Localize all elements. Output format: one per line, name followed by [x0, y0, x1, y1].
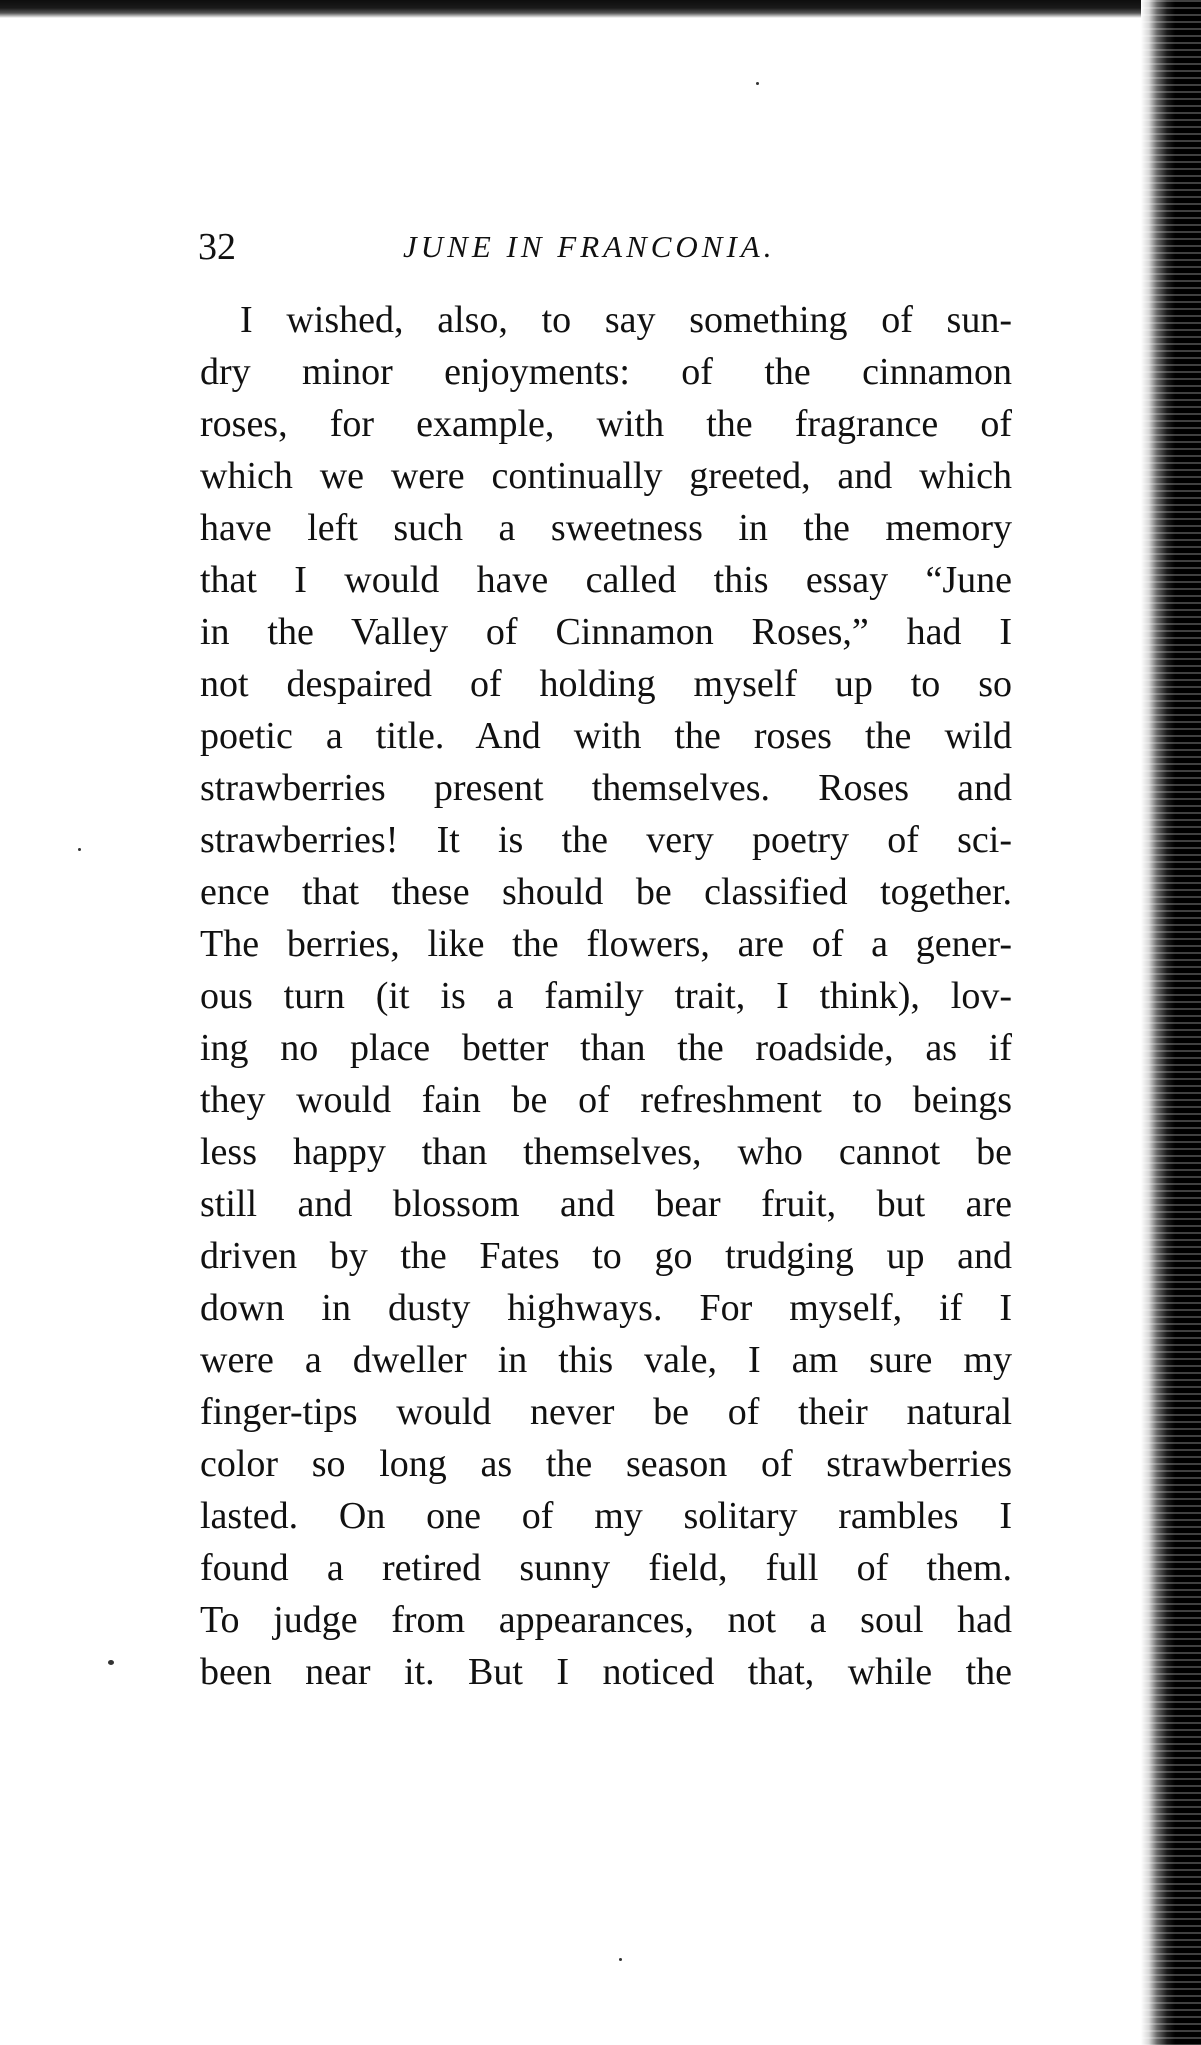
text-line: less happy than themselves, who cannot be	[200, 1131, 1012, 1173]
text-line: color so long as the season of strawberries	[200, 1443, 1012, 1485]
page-top-shadow	[0, 0, 1201, 18]
text-line: finger-tips would never be of their natural	[200, 1391, 1012, 1433]
scan-speck	[756, 82, 759, 85]
text-line: still and blossom and bear fruit, but are	[200, 1183, 1012, 1225]
page-header	[198, 222, 1010, 272]
text-line: To judge from appearances, not a soul had	[200, 1599, 1012, 1641]
text-line: The berries, like the flowers, are of a gener-	[200, 923, 1012, 965]
text-line: poetic a title. And with the roses the wild	[200, 715, 1012, 757]
text-line: which we were continually greeted, and which	[200, 455, 1012, 497]
scan-speck	[619, 1958, 622, 1961]
scan-speck	[78, 848, 81, 851]
text-line: dry minor enjoyments: of the cinnamon	[200, 351, 1012, 393]
text-line: driven by the Fates to go trudging up and	[200, 1235, 1012, 1277]
text-line: been near it. But I noticed that, while the	[200, 1651, 1012, 1693]
text-line: have left such a sweetness in the memory	[200, 507, 1012, 549]
text-line: lasted. On one of my solitary rambles I	[200, 1495, 1012, 1537]
text-line: strawberries present themselves. Roses and	[200, 767, 1012, 809]
text-line: they would fain be of refreshment to beings	[200, 1079, 1012, 1121]
running-head: JUNE IN FRANCONIA.	[403, 229, 776, 264]
page-gutter-edge	[1141, 0, 1201, 2045]
text-line: ence that these should be classified together.	[200, 871, 1012, 913]
text-line: down in dusty highways. For myself, if I	[200, 1287, 1012, 1329]
text-line: were a dweller in this vale, I am sure my	[200, 1339, 1012, 1381]
text-line: not despaired of holding myself up to so	[200, 663, 1012, 705]
body-text	[200, 294, 1012, 1698]
text-line: I wished, also, to say something of sun-	[240, 299, 1012, 341]
text-line: found a retired sunny field, full of them.	[200, 1547, 1012, 1589]
scan-speck	[108, 1660, 114, 1665]
text-line: strawberries! It is the very poetry of sci-	[200, 819, 1012, 861]
page-number: 32	[198, 226, 236, 268]
text-line: ous turn (it is a family trait, I think), lov-	[200, 975, 1012, 1017]
text-line: roses, for example, with the fragrance of	[200, 403, 1012, 445]
text-line: in the Valley of Cinnamon Roses,” had I	[200, 611, 1012, 653]
text-line: that I would have called this essay “June	[200, 559, 1012, 601]
text-line: ing no place better than the roadside, as if	[200, 1027, 1012, 1069]
